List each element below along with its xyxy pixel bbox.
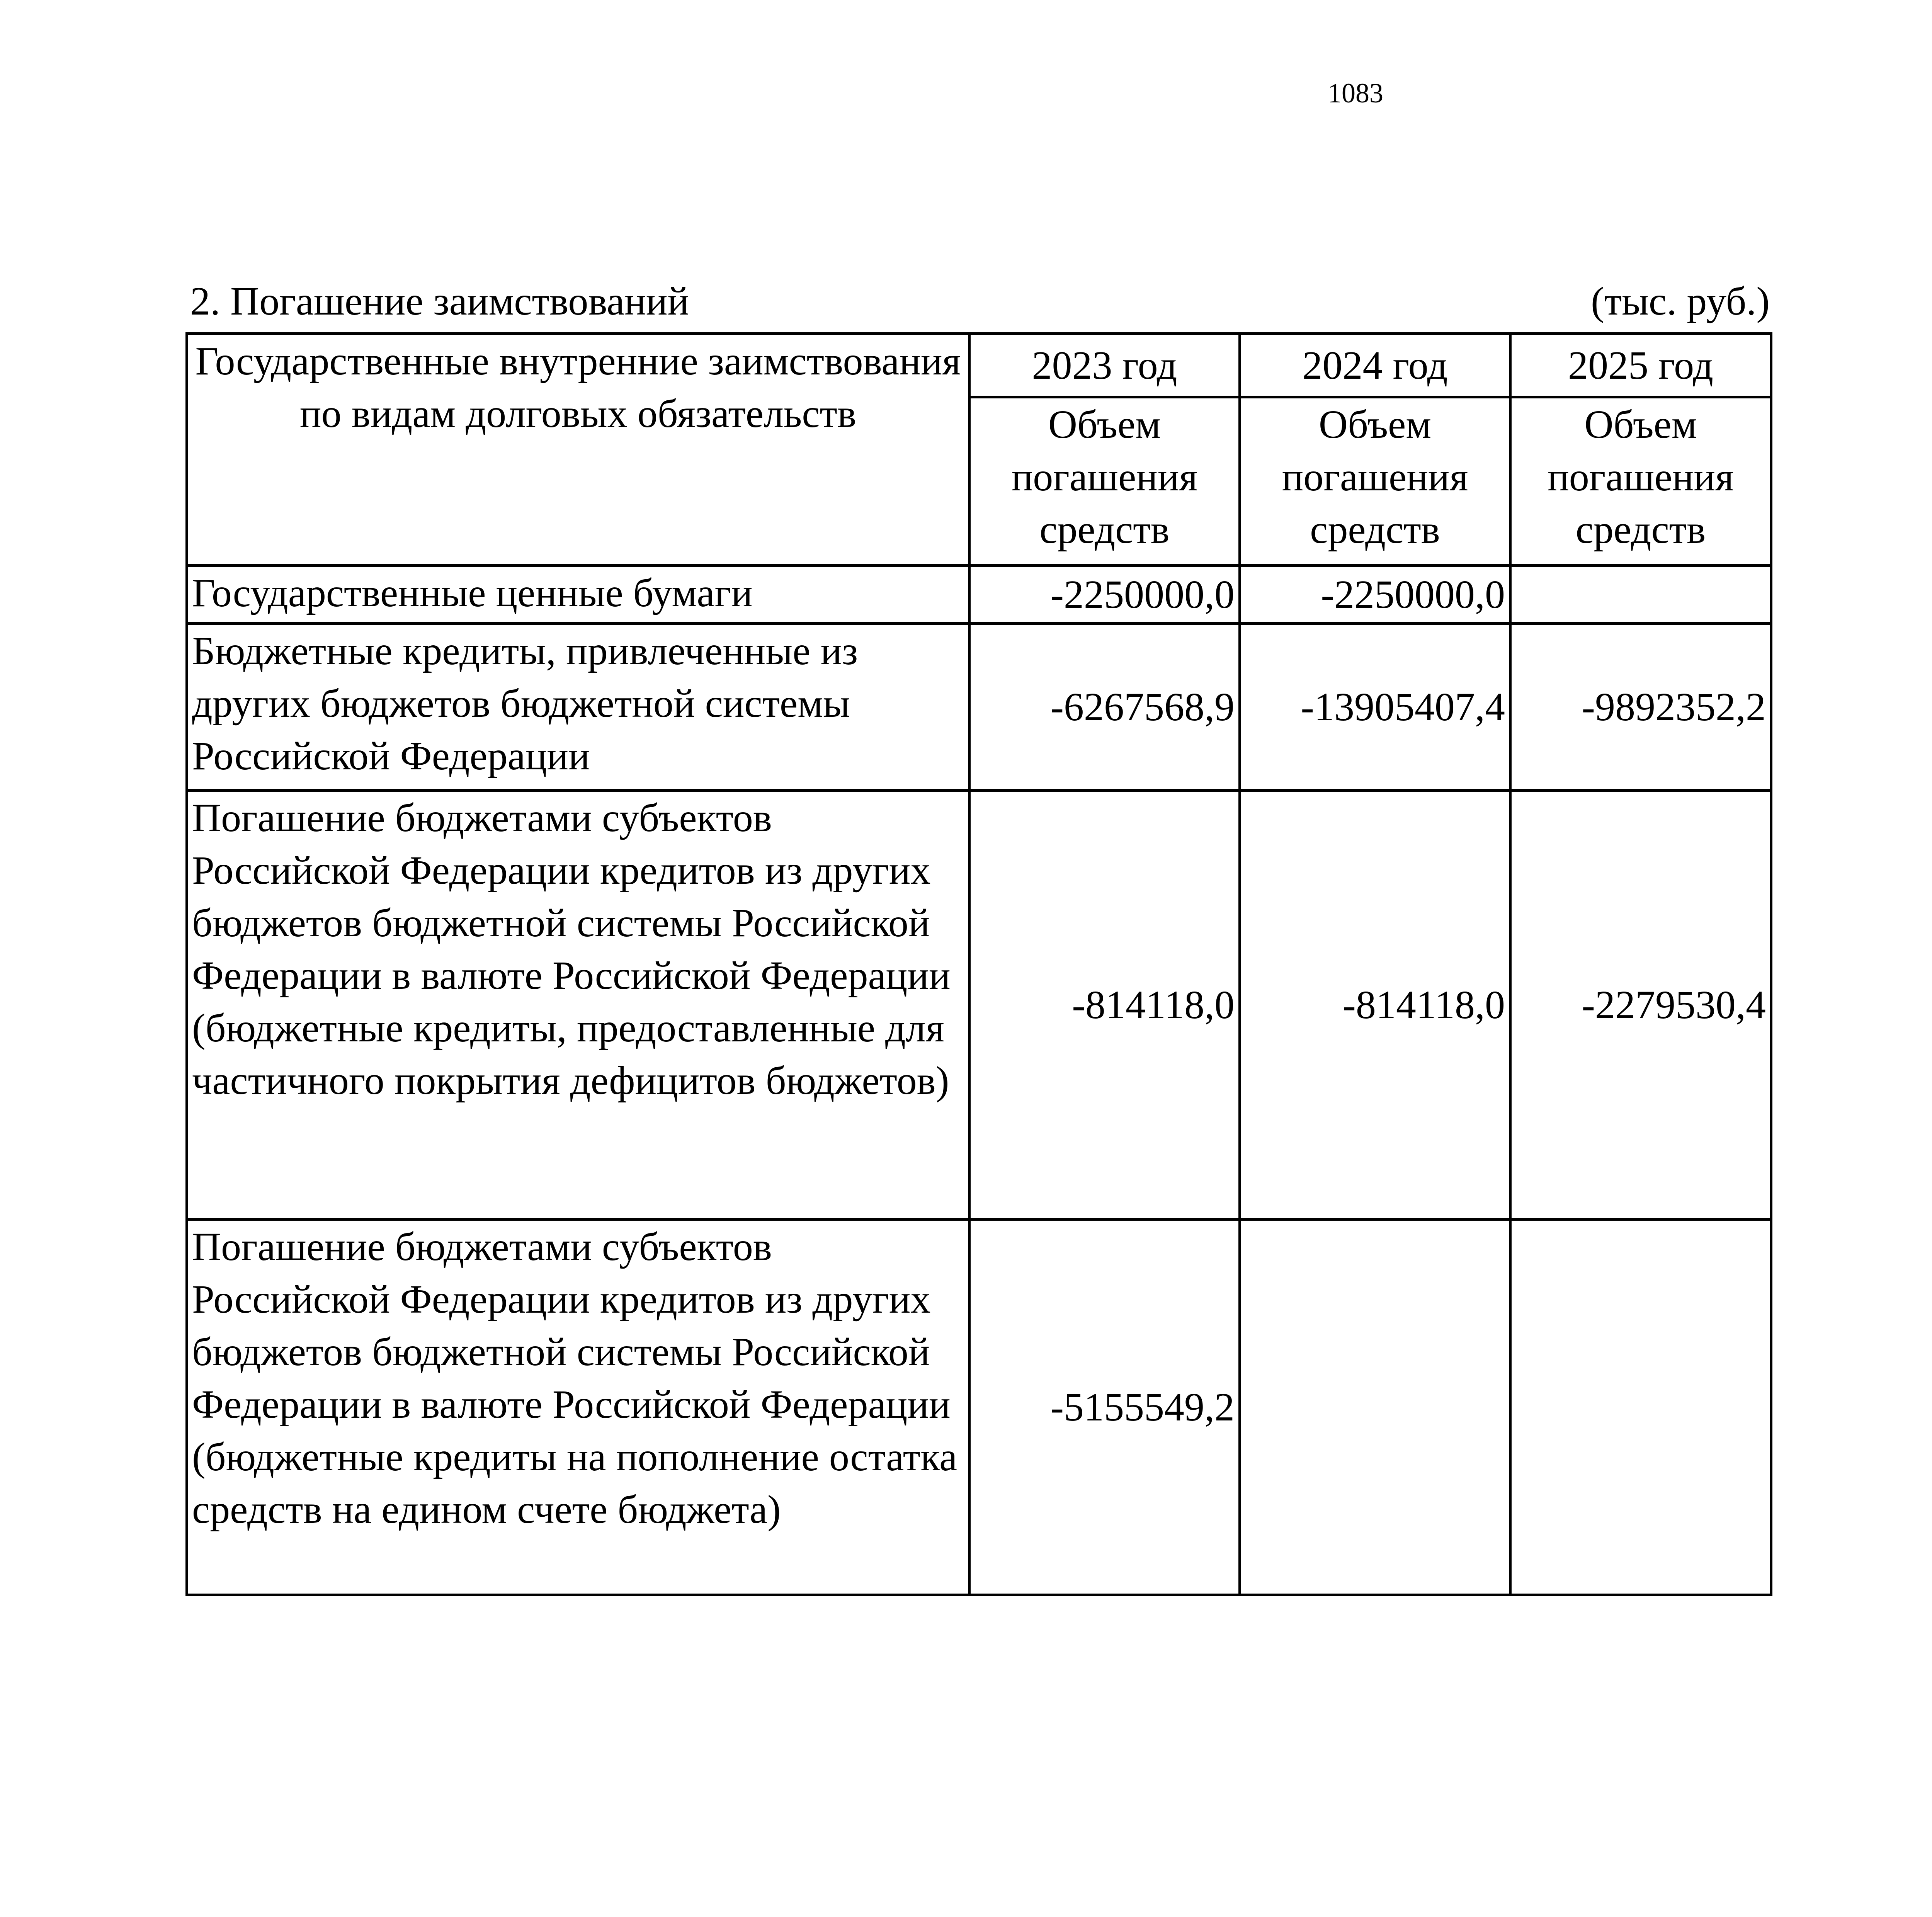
row-label: Погашение бюджетами субъектов Российской Федерации кредитов из других бюджетов бюджетной системы Российской Федерации в валюте Российской Федерации (бюджетные кредиты, предоставленные для частичного покрытия дефицитов бюджетов) — [187, 791, 969, 1220]
value-2025 — [1510, 1220, 1771, 1595]
table-row — [187, 566, 1771, 624]
table-row — [187, 624, 1771, 791]
value-2023: -2250000,0 — [969, 566, 1240, 624]
value-2024: -2250000,0 — [1240, 566, 1510, 624]
row-label: Государственные ценные бумаги — [187, 566, 969, 624]
section-title: 2. Погашение заимствований — [190, 279, 689, 323]
subheader-2023: Объем погашения средств — [969, 397, 1240, 566]
borrowings-repayment-table — [185, 332, 1772, 1596]
units-label: (тыс. руб.) — [1591, 279, 1770, 323]
value-2024 — [1240, 1220, 1510, 1595]
value-2025: -2279530,4 — [1510, 791, 1771, 1220]
value-2023: -814118,0 — [969, 791, 1240, 1220]
name-column-header: Государственные внутренние заимствования по видам долговых обязательств — [187, 334, 969, 566]
table-row — [187, 1220, 1771, 1595]
year-header-2025: 2025 год — [1510, 334, 1771, 397]
section-header — [185, 276, 1770, 327]
year-header-2024: 2024 год — [1240, 334, 1510, 397]
table-header-years-row — [187, 334, 1771, 397]
subheader-2024: Объем погашения средств — [1240, 397, 1510, 566]
value-2024: -814118,0 — [1240, 791, 1510, 1220]
page-number: 1083 — [1328, 78, 1383, 109]
subheader-2025: Объем погашения средств — [1510, 397, 1771, 566]
year-header-2023: 2023 год — [969, 334, 1240, 397]
value-2023: -6267568,9 — [969, 624, 1240, 791]
value-2024: -13905407,4 — [1240, 624, 1510, 791]
table-row — [187, 791, 1771, 1220]
value-2025 — [1510, 566, 1771, 624]
value-2025: -9892352,2 — [1510, 624, 1771, 791]
value-2023: -5155549,2 — [969, 1220, 1240, 1595]
row-label: Бюджетные кредиты, привлеченные из других бюджетов бюджетной системы Российской Федерации — [187, 624, 969, 791]
row-label: Погашение бюджетами субъектов Российской Федерации кредитов из других бюджетов бюджетной системы Российской Федерации в валюте Российской Федерации (бюджетные кредиты на пополнение остатка средств на едином счете бюджета) — [187, 1220, 969, 1595]
